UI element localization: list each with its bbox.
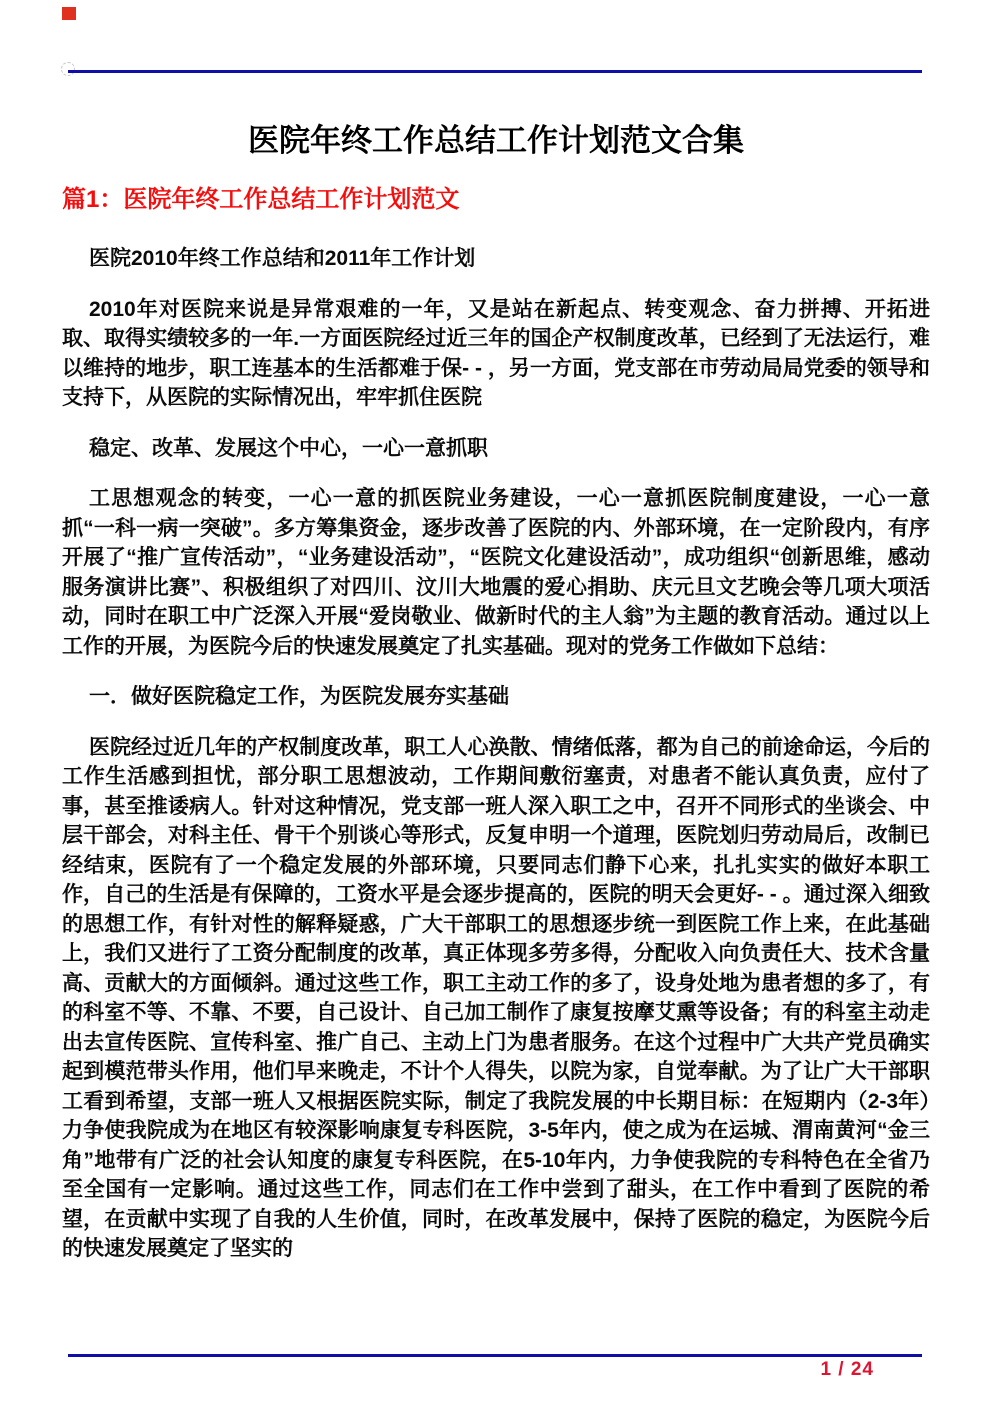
paragraph-subtitle: 医院2010年终工作总结和2011年工作计划 bbox=[89, 247, 476, 270]
section-heading: 篇1：医院年终工作总结工作计划范文 bbox=[62, 186, 460, 213]
page-number: 1 / 24 bbox=[820, 1359, 874, 1380]
footer-rule bbox=[68, 1354, 922, 1357]
paragraph-stability-work: 医院经过近几年的产权制度改革，职工人心涣散、情绪低落，都为自己的前途命运，今后的工作生活感到担忧，部分职工思想波动，工作期间敷衍塞责，对患者不能认真负责，应付了事，甚至推诿病人。针对这种情况，党支部一班人深入职工之中，召开不同形式的坐谈会、中层干部会，对科主任、骨干个别谈心等形式，反复申明一个道理，医院划归劳动局后，改制已经结束，医院有了一个稳定发展的外部环境，只要同志们静下心来，扎扎实实的做好本职工作，自己的生活是有保障的，工资水平是会逐步提高的，医院的明天会更好- - 。通过深入细致的思想工作，有针对性的解释疑惑，广大干部职工的思想逐步统一到医院工作上来，在此基础上，我们又进行了工资分配制度的改革，真正体现多劳多得，分配收入向负责任大、技术含量高、贡献大的方面倾斜。通过这些工作，职工主动工作的多了，设身处地为患者想的多了，有的科室不等、不靠、不要，自己设计、自己加工制作了康复按摩艾熏等设备；有的科室主动走出去宣传医院、宣传科室、推广自己、主动上门为患者服务。在这个过程中广大共产党员确实起到模范带头作用，他们早来晚走，不计个人得失，以院为家，自觉奉献。为了让广大干部职工看到希望，支部一班人又根据医院实际，制定了我院发展的中长期目标：在短期内（2-3年）力争使我院成为在地区有较深影响康复专科医院，3-5年内，使之成为在运城、渭南黄河“金三角”地带有广泛的社会认知度的康复专科医院，在5-10年内，力争使我院的专科特色在全省乃至全国有一定影响。通过这些工作，同志们在工作中尝到了甜头，在工作中看到了医院的希望，在贡献中实现了自我的人生价值，同时，在改革发展中，保持了医院的稳定，为医院今后的快速发展奠定了坚实的 bbox=[62, 735, 930, 1260]
document-title: 医院年终工作总结工作计划范文合集 bbox=[248, 123, 744, 158]
paragraph-item-one-heading: 一．做好医院稳定工作，为医院发展夯实基础 bbox=[89, 685, 509, 708]
paragraph-activities: 工思想观念的转变，一心一意的抓医院业务建设，一心一意抓医院制度建设，一心一意抓“一科一病一突破”。多方筹集资金，逐步改善了医院的内、外部环境，在一定阶段内，有序开展了“推广宣传活动”，“业务建设活动”，“医院文化建设活动”，成功组织“创新思维，感动服务演讲比赛”、积极组织了对四川、汶川大地震的爱心捐助、庆元旦文艺晚会等几项大项活动，同时在职工中广泛深入开展“爱岗敬业、做新时代的主人翁”为主题的教育活动。通过以上工作的开展，为医院今后的快速发展奠定了扎实基础。现对的党务工作做如下总结： bbox=[62, 487, 930, 658]
paragraph-intro: 2010年对医院来说是异常艰难的一年，又是站在新起点、转变观念、奋力拼搏、开拓进取、取得实绩较多的一年.一方面医院经过近三年的国企产权制度改革，已经到了无法运行，难以维持的地步，职工连基本的生活都难于保- - ，另一方面，党支部在市劳动局局党委的领导和支持下，从医院的实际情况出，牢牢抓住医院 bbox=[62, 297, 930, 409]
paragraph-center-theme: 稳定、改革、发展这个中心，一心一意抓职 bbox=[89, 436, 488, 460]
